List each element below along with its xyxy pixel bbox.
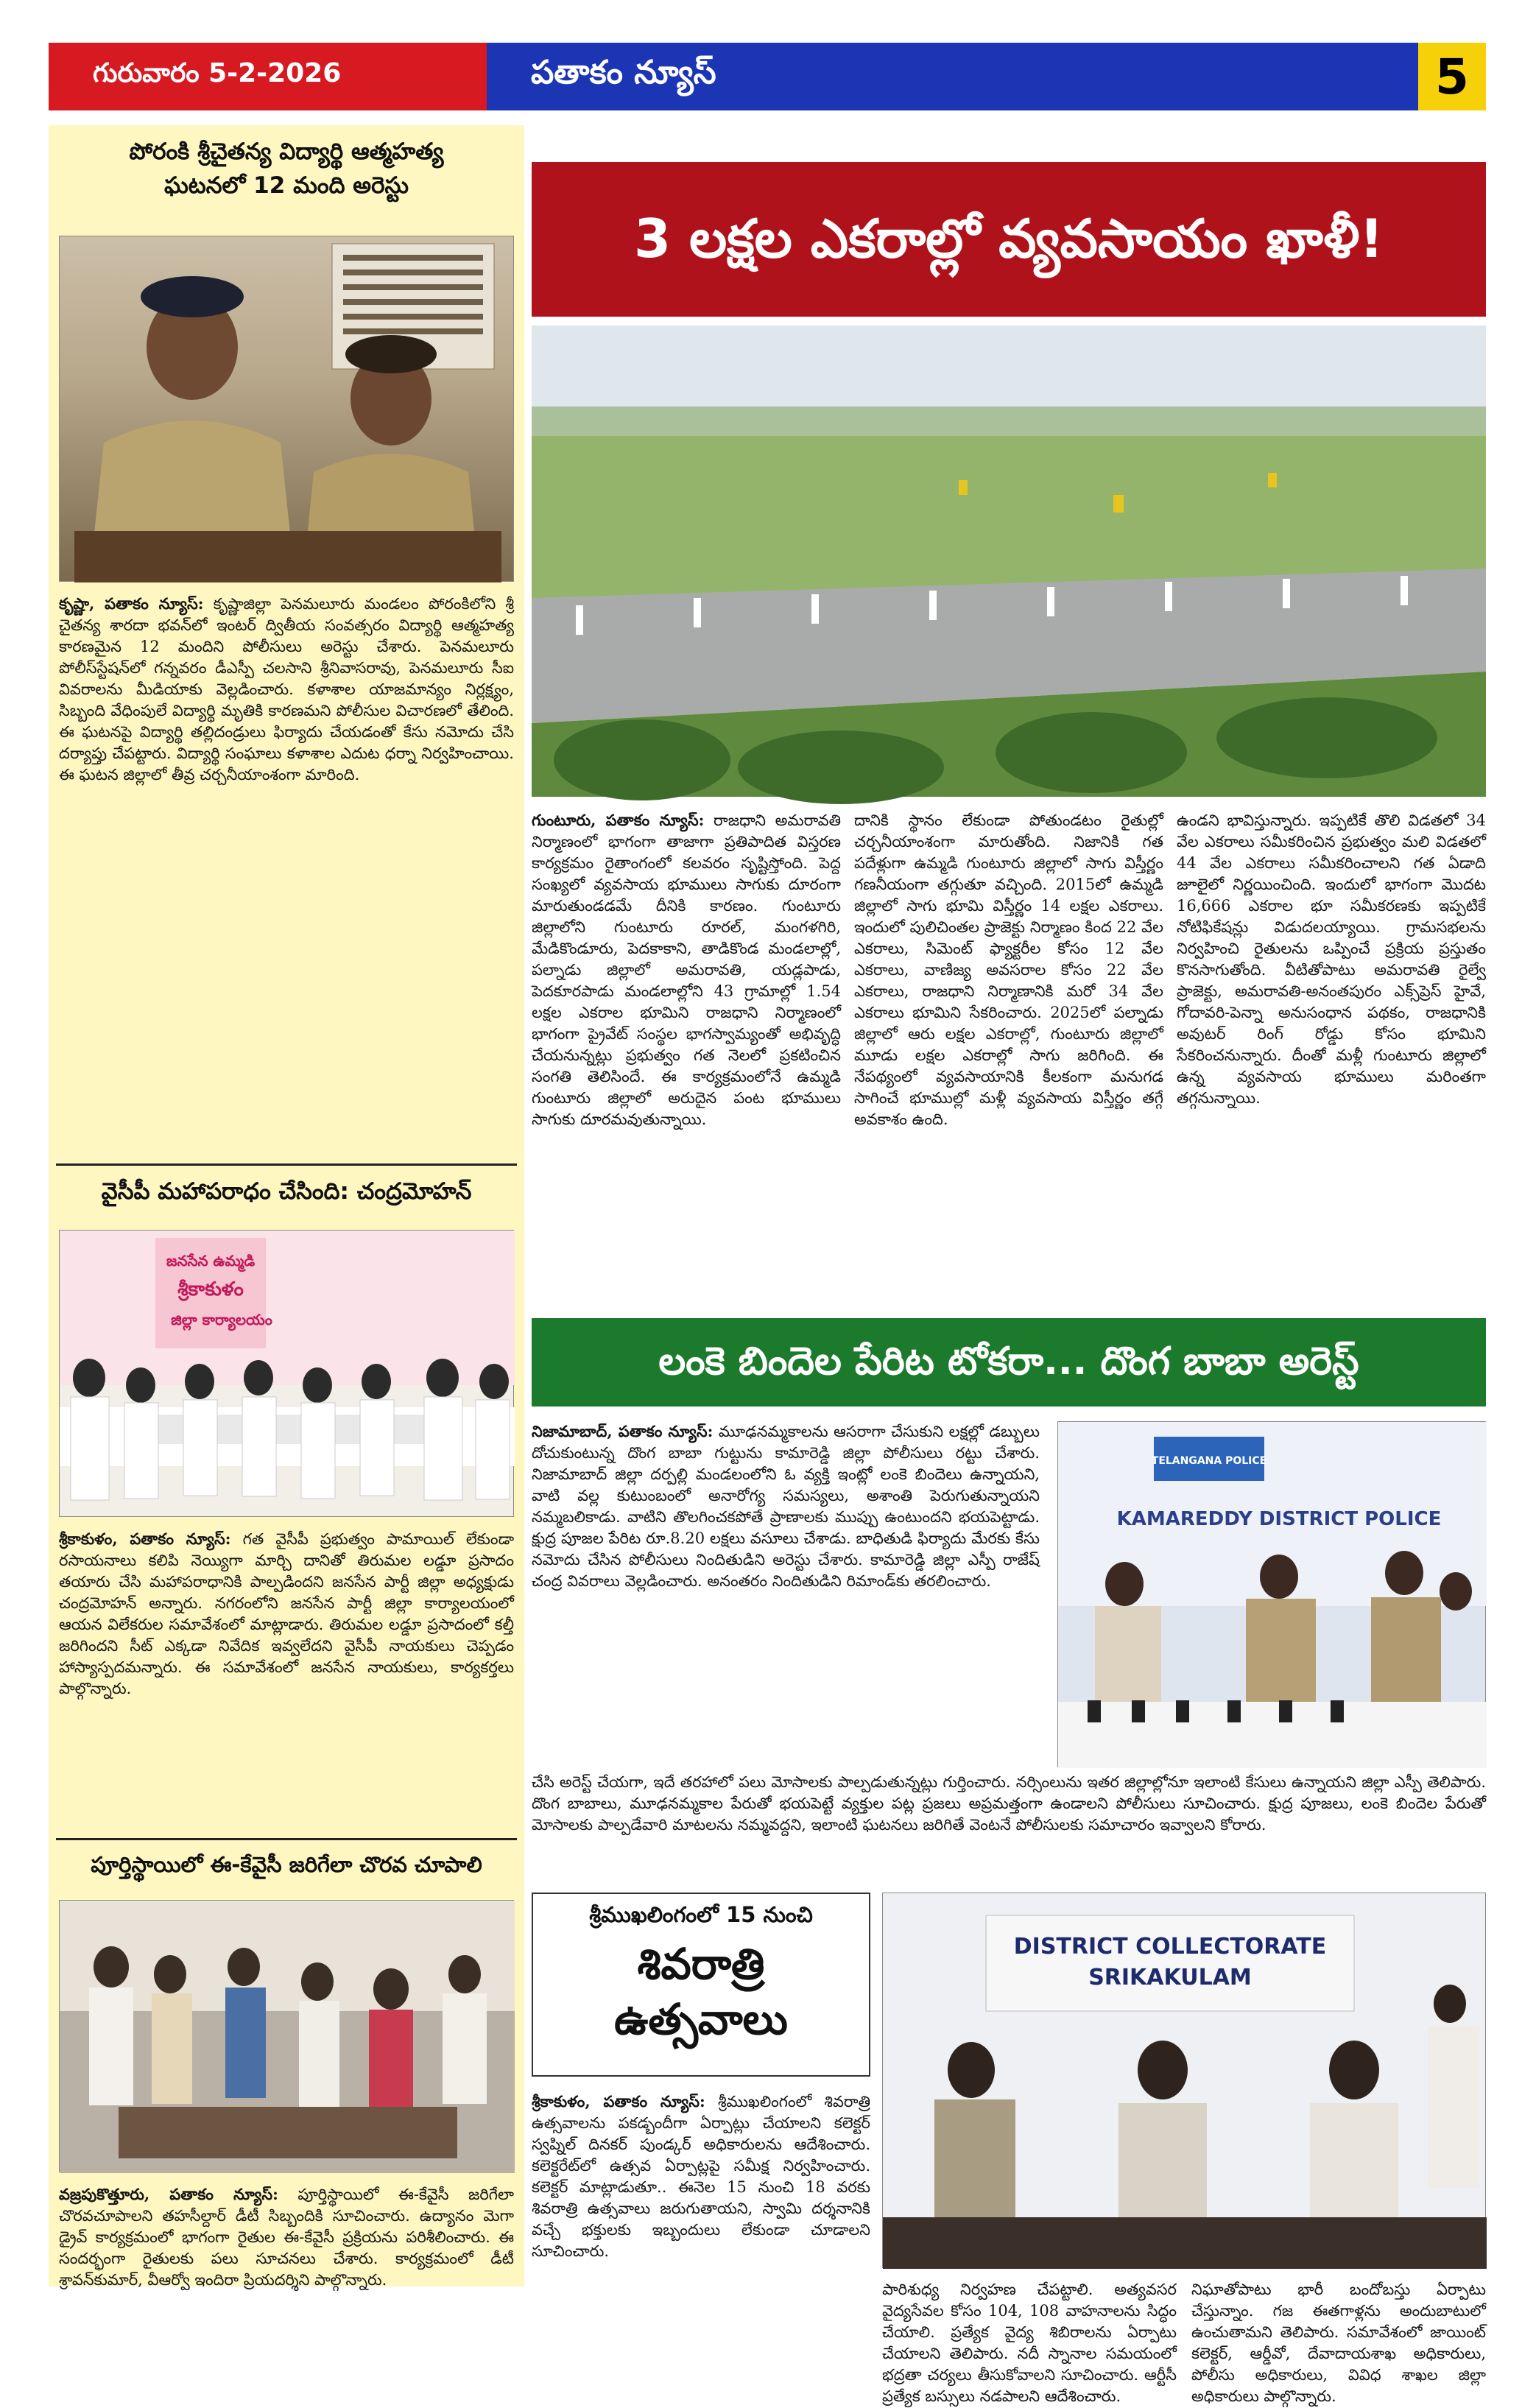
police-logo-text: TELANGANA POLICE (1151, 1455, 1267, 1467)
left-column (49, 125, 524, 2289)
story3-dateline: వజ్రపుకొత్తూరు, పతాకం న్యూస్: (59, 2185, 278, 2203)
farmland-photo (532, 325, 1486, 797)
story6-headline-line1: శివరాత్రి (637, 1938, 765, 1989)
story6-photo (882, 1893, 1486, 2268)
story5-text: మూఢనమ్మకాలను ఆసరాగా చేసుకుని లక్షల్లో డబ్బులు దోచుకుంటున్న దొంగ బాబా గుట్టును కామారెడ్డి జిల్లా పోలీసులు రట్టు చేశారు. నిజామాబాద్ జిల్లా దర్పల్లి మండలంలోని ఓ వ్యక్తి ఇంట్లో లంకె బిందెలు ఉన్నాయని, వాటి వల్ల కుటుంబంలో అనారోగ్య సమస్యలు, అశాంతి పెరుగుతున్నాయని నమ్మబలికాడు. వాటిని తొలగించకపోతే ప్రాణాలకు ముప్పు ఉంటుందని భయపెట్టాడు. క్షుద్ర పూజల పేరిట రూ.8.20 లక్షలు వసూలు చేశాడు. బాధితుడి ఫిర్యాదు మేరకు కేసు నమోదు చేసిన పోలీసులు నిందితుడిని అరెస్టు చేశారు. కామారెడ్డి జిల్లా ఎస్పీ రాజేష్ చంద్ర వివరాలు వెల్లడించారు. అనంతరం నిందితుడిని రిమాండ్‌కు తరలించారు. (532, 1423, 1040, 1590)
banner-text-line2: శ్రీకాకుళం (177, 1278, 244, 1300)
story6-kicker: శ్రీముఖలింగంలో 15 నుంచి (589, 1902, 813, 1927)
issue-date: గురువారం 5-2-2026 (49, 43, 487, 110)
story3-text: పూర్తిస్థాయిలో ఈ-కేవైసీ జరిగేలా చొరవచూపాలని తహసీల్దార్ డీటీ సిబ్బందికి సూచించారు. ఉద్యానం మెగా డ్రైవ్ కార్యక్రమంలో భాగంగా రైతుల ఈ-కేవైసీ ప్రక్రియను పరిశీలించారు. ఈ సందర్భంగా రైతులకు పలు సూచనలు చేశారు. కార్యక్రమంలో డీటీ శ్రావన్‌కుమార్, వీఆర్వో ఇందిరా ప్రియదర్శిని పాల్గొన్నారు. (59, 2186, 515, 2289)
story6-text: శ్రీముఖలింగంలో శివరాత్రి ఉత్సవాలను పకడ్బందీగా ఏర్పాట్లు చేయాలని కలెక్టర్ స్వప్నిల్ దినకర్ పుండ్కర్ అధికారులను ఆదేశించారు. కలెక్టరేట్‌లో ఉత్సవ ఏర్పాట్లపై సమీక్ష నిర్వహించారు. కలెక్టర్ మాట్లాడుతూ.. ఈనెల 15 నుంచి 18 వరకు శివరాత్రి ఉత్సవాలు జరుగుతాయని, స్వామి దర్శనానికి వచ్చే భక్తులకు ఇబ్బందులు లేకుండా చూడాలని సూచించారు. (532, 2093, 871, 2260)
story3-body (59, 2184, 515, 2289)
story4-col3: ఉండని భావిస్తున్నారు. ఇప్పటికే తొలి విడతలో 34 వేల ఎకరాలు సమీకరించిన ప్రభుత్వం మలి విడతలో 44 వేల ఎకరాలు సమీకరించాలని గత ఏడాది జూలైలో నిర్ణయించింది. ఇందులో భాగంగా మొదట 16,666 ఎకరాల భూ సమీకరణకు ఇప్పటికే నోటిఫికేషన్లు విడుదలయ్యాయి. గ్రామసభలను నిర్వహించి రైతులను ఒప్పించే ప్రక్రియ ప్రస్తుతం కొనసాగుతోంది. వీటితోపాటు అమరావతి రైల్వే ప్రాజెక్టు, అమరావతి-అనంతపురం ఎక్స్‌ప్రెస్ హైవే, గోదావరి-పెన్నా అనుసంధాన పథకం, రాజధానికి అవుటర్ రింగ్ రోడ్డు కోసం భూమిని సేకరించనున్నారు. దీంతో మళ్లీ గుంటూరు జిల్లాలో ఉన్న వ్యవసాయ భూములు మరింతగా తగ్గనున్నాయి. (1177, 812, 1486, 1107)
story1-headline-line2: ఘటనలో 12 మంది అరెస్టు (164, 172, 409, 200)
story6-dateline: శ్రీకాకుళం, పతాకం న్యూస్: (532, 2092, 705, 2110)
story3-headline: పూర్తిస్థాయిలో ఈ-కేవైసీ జరిగేలా చొరవ చూపాలి (91, 1852, 482, 1877)
right-column (532, 125, 1486, 2405)
page-number: 5 (1418, 43, 1486, 110)
story5-headline-banner (532, 1318, 1486, 1407)
story1-dateline: కృష్ణా, పతాకం న్యూస్: (59, 594, 204, 613)
story6-headline-box (532, 1893, 870, 2077)
story5-dateline: నిజామాబాద్, పతాకం న్యూస్: (532, 1422, 714, 1440)
story2-dateline: శ్రీకాకుళం, పతాకం న్యూస్: (59, 1529, 231, 1548)
police-officers-photo (60, 236, 515, 582)
ekyc-office-photo (60, 1901, 515, 2173)
story5-body2: చేసి అరెస్ట్ చేయగా, ఇదే తరహాలో పలు మోసాలకు పాల్పడుతున్నట్లు గుర్తించారు. నర్సింలును ఇతర జిల్లాల్లోనూ ఇలాంటి కేసులు ఉన్నాయని జిల్లా ఎస్పీ తెలిపారు. దొంగ బాబాలు, మూఢనమ్మకాల పేరుతో భయపెట్టే వ్యక్తుల పట్ల ప్రజలు అప్రమత్తంగా ఉండాలని పోలీసులు సూచించారు. క్షుద్ర పూజలు, లంకె బిందెల పేరుతో మోసాలకు పాల్పడేవారి మాటలను నమ్మవద్దని, ఇలాంటి ఘటనలు జరిగితే వెంటనే పోలీసులకు సమాచారం ఇవ్వాలని కోరారు. (532, 1773, 1486, 1834)
story5-body (532, 1421, 1040, 1767)
story4-col1 (532, 810, 841, 1311)
story2-body (59, 1529, 514, 1838)
janasena-meeting-photo (60, 1231, 515, 1518)
story4-col1-text: రాజధాని అమరావతి నిర్మాణంలో భాగంగా తాజాగా ప్రతిపాదిత విస్తరణ కార్యక్రమం రైతాంగంలో కలవరం సృష్టిస్తోంది. పెద్ద సంఖ్యలో వ్యవసాయ భూములు సాగుకు దూరంగా మారుతుండడమే దీనికి కారణం. గుంటూరు జిల్లాలోని గుంటూరు రూరల్, మంగళగిరి, మేడికొండూరు, పెదకాకాని, తాడికొండ మండలాల్లో, పల్నాడు జిల్లాలో అమరావతి, యడ్లపాడు, పెదకూరపాడు మండలాల్లోని 43 గ్రామాల్లో 1.54 లక్షల ఎకరాల భూమిని రాజధాని నిర్మాణంలో భాగంగా ప్రైవేట్ సంస్థల భాగస్వామ్యంతో అభివృద్ధి చేయనున్నట్లు ప్రభుత్వం గత నెలలో ప్రకటించిన సంగతి తెలిసిందే. ఈ కార్యక్రమంలోనే ఉమ్మడి గుంటూరు జిల్లాలో అరుదైన పంట భూములు సాగుకు దూరమవుతున్నాయి. (532, 812, 841, 1128)
banner-text-line3: జిల్లా కార్యాలయం (171, 1311, 272, 1328)
story3-photo (59, 1900, 514, 2172)
district-police-banner-text: KAMAREDDY DISTRICT POLICE (1116, 1508, 1442, 1530)
story6-headline-line2: ఉత్సవాలు (614, 1994, 788, 2045)
story2-photo (59, 1230, 514, 1517)
paper-name: పతాకం న్యూస్ (487, 43, 1418, 110)
story6-col2: పారిశుధ్య నిర్వహణ చేపట్టాలి. అత్యవసర వైద్యసేవల కోసం 104, 108 వాహనాలను సిద్ధం చేయాలి. ప్రత్యేక వైద్య శిబిరాలను ఏర్పాటు చేయాలని తెలిపారు. నదీ స్నానాల సమయంలో భద్రతా చర్యలు తీసుకోవాలని సూచించారు. ఆర్టీసీ ప్రత్యేక బస్సులు నడపాలని ఆదేశించారు. (882, 2281, 1177, 2405)
collectorate-banner-line1: DISTRICT COLLECTORATE (1013, 1934, 1327, 1960)
banner-text-line1: జనసేన ఉమ్మడి (166, 1252, 256, 1270)
story6-body (532, 2091, 870, 2408)
story4-headline: 3 లక్షల ఎకరాల్లో వ్యవసాయం ఖాళీ! (633, 208, 1384, 270)
story2-text: గత వైసీపీ ప్రభుత్వం పామాయిల్ లేకుండా రసాయనాలు కలిపి నెయ్యిగా మార్చి దానితో తిరుమల లడ్డూ ప్రసాదం తయారు చేసి మహాపరాధానికి పాల్పడిందని జనసేన పార్టీ జిల్లా అధ్యక్షుడు చంద్రమోహన్ అన్నారు. నగరంలోని జనసేన పార్టీ జిల్లా కార్యాలయంలో ఆయన విలేకరుల సమావేశంలో మాట్లాడారు. తిరుమల లడ్డూ ప్రసాదంలో కల్తీ జరిగిందని సీట్ ఎక్కడా నివేదిక ఇవ్వలేదని వైసీపీ నాయకులు చెప్పడం హాస్యాస్పదమన్నారు. ఈ సమావేశంలో జనసేన నాయకులు, కార్యకర్తలు పాల్గొన్నారు. (59, 1530, 514, 1697)
masthead (49, 43, 1486, 110)
story1-photo (59, 236, 514, 582)
story2-headline: వైసీపీ మహాపరాధం చేసింది: చంద్రమోహన్ (101, 1178, 472, 1205)
story4-dateline: గుంటూరు, పతాకం న్యూస్: (532, 811, 705, 829)
story1-headline-line1: పోరంకి శ్రీచైతన్య విద్యార్థి ఆత్మహత్య (129, 138, 444, 165)
story5-headline: లంకె బిందెల పేరిట టోకరా... దొంగ బాబా అరెస్ట్ (658, 1339, 1359, 1384)
story4-col2: దానికి స్థానం లేకుండా పోతుండటం రైతుల్లో చర్చనీయాంశంగా మారుతోంది. నిజానికి గత పదేళ్లుగా ఉమ్మడి గుంటూరు జిల్లాలో సాగు విస్తీర్ణం గణనీయంగా తగ్గుతూ వచ్చింది. 2015లో ఉమ్మడి జిల్లాలో సాగు భూమి విస్తీర్ణం 14 లక్షల ఎకరాలు. ఇందులో పులిచింతల ప్రాజెక్టు నిర్మాణం కింద 22 వేల ఎకరాలు, సిమెంట్ ఫ్యాక్టరీల కోసం 12 వేల ఎకరాలు, వాణిజ్య అవసరాల కోసం 22 వేల ఎకరాలు, రాజధాని నిర్మాణానికి మరో 34 వేల ఎకరాలు భూమిని సేకరించారు. 2025లో పల్నాడు జిల్లాలో ఆరు లక్షల ఎకరాల్లో, గుంటూరు జిల్లాలో మూడు లక్షల ఎకరాల్లో సాగు జరిగింది. ఈ నేపథ్యంలో వ్యవసాయానికి కీలకంగా మనుగడ సాగించే భూముల్లో మళ్లీ వ్యవసాయ విస్తీర్ణం తగ్గే అవకాశం ఉంది. (854, 812, 1163, 1128)
collectorate-banner-line2: SRIKAKULAM (1088, 1965, 1252, 1990)
story4-headline-banner (532, 162, 1486, 317)
kamareddy-police-photo (1058, 1422, 1487, 1768)
story1-body (59, 594, 514, 1249)
story4-photo (532, 325, 1486, 797)
divider (56, 1838, 517, 1840)
story-student-suicide (49, 137, 524, 201)
divider (56, 1163, 517, 1166)
story5-photo (1057, 1421, 1486, 1767)
collectorate-meeting-photo (883, 1893, 1487, 2269)
story1-text: కృష్ణాజిల్లా పెనమలూరు మండలం పోరంకిలోని శ్రీ చైతన్య శారదా భవన్‌లో ఇంటర్ ద్వితీయ సంవత్సరం విద్యార్థి ఆత్మహత్య కారణమైన 12 మందిని పోలీసులు అరెస్టు చేశారు. పెనమలూరు పోలీస్‌స్టేషన్‌లో గన్నవరం డీఎస్పీ చలసాని శ్రీనివాసరావు, పెనమలూరు సీఐ వివరాలను మీడియాకు వెల్లడించారు. కళాశాల యాజమాన్యం నిర్లక్ష్యం, సిబ్బంది వేధింపులే విద్యార్థి మృతికి కారణమని పోలీసుల విచారణలో తేలింది. ఈ ఘటనపై విద్యార్థి తల్లిదండ్రులు ఫిర్యాదు చేయడంతో కేసు నమోదు చేసి దర్యాప్తు చేపట్టారు. విద్యార్థి సంఘాలు కళాశాల ఎదుట ధర్నా నిర్వహించాయి. ఈ ఘటన జిల్లాలో తీవ్ర చర్చనీయాంశంగా మారింది. (59, 595, 514, 784)
story6-col3: నిఘాతోపాటు భారీ బందోబస్తు ఏర్పాటు చేస్తున్నాం. గజ ఈతగాళ్లను అందుబాటులో ఉంచుతామని తెలిపారు. సమావేశంలో జాయింట్ కలెక్టర్, ఆర్డీవో, దేవాదాయశాఖ అధికారులు, పోలీసు అధికారులు, వివిధ శాఖల జిల్లా అధికారులు పాల్గొన్నారు. (1191, 2281, 1486, 2405)
